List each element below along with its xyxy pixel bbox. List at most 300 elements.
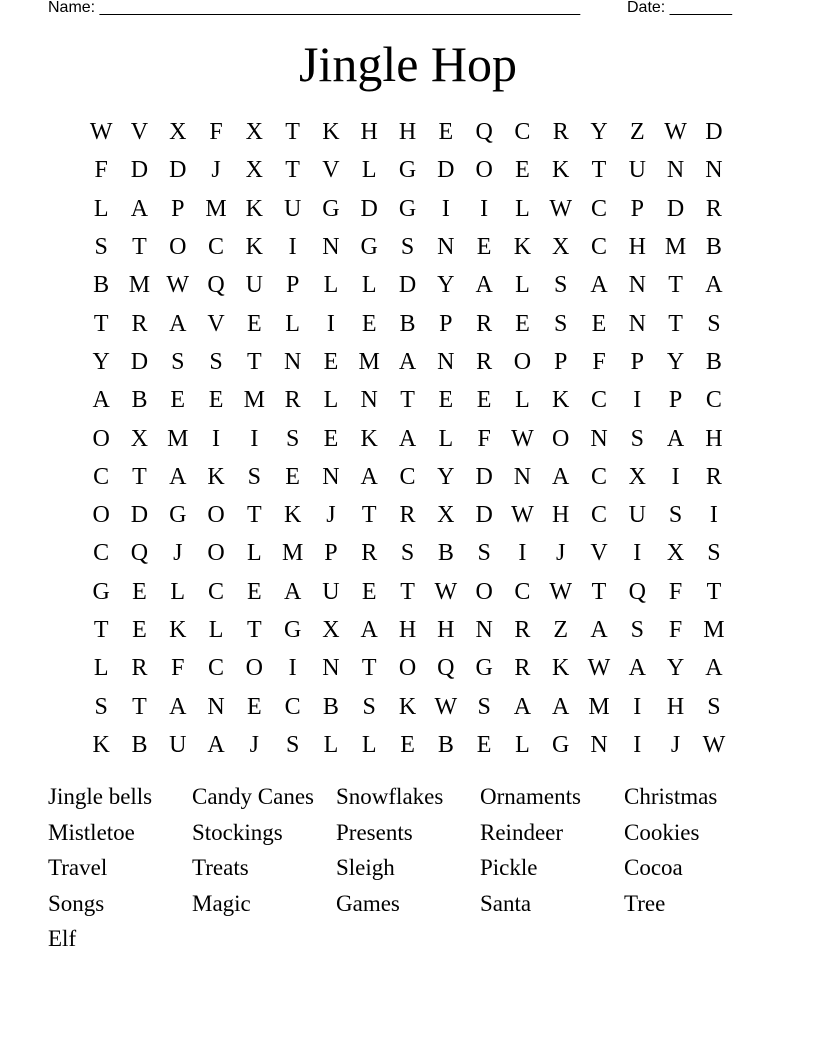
grid-letter: H — [666, 693, 685, 720]
grid-letter: A — [513, 693, 532, 720]
grid-letter: L — [247, 540, 262, 567]
grid-letter: C — [208, 234, 225, 261]
grid-letter: H — [437, 617, 455, 643]
grid-letter: R — [552, 119, 569, 146]
grid-letter: F — [668, 617, 683, 643]
grid-letter: U — [322, 578, 340, 605]
grid-letter: N — [437, 348, 455, 375]
grid-letter: J — [249, 731, 259, 758]
grid-letter: A — [552, 693, 570, 720]
grid-letter: Y — [437, 463, 455, 490]
grid-letter: E — [132, 578, 147, 605]
grid-letter: L — [323, 387, 339, 414]
grid-letter: N — [322, 655, 340, 682]
grid-letter: R — [476, 348, 493, 375]
grid-letter: L — [515, 731, 530, 758]
grid-letter: H — [398, 119, 417, 146]
grid-letter: T — [132, 693, 147, 720]
grid-letter: N — [207, 693, 225, 720]
grid-letter: X — [245, 119, 263, 146]
grid-letter: N — [322, 234, 340, 261]
grid-letter: A — [552, 463, 570, 490]
grid-letter: E — [323, 425, 339, 452]
grid-letter: S — [630, 425, 644, 452]
word-list-item: Games — [336, 890, 400, 916]
word-list-item: Candy Canes — [192, 784, 315, 809]
grid-letter: A — [475, 272, 493, 299]
grid-letter: G — [360, 234, 378, 261]
word-list-item: Elf — [48, 926, 77, 952]
grid-letter: R — [705, 195, 722, 222]
grid-letter: A — [705, 272, 723, 299]
grid-letter: W — [89, 119, 113, 146]
grid-letter: O — [513, 348, 532, 375]
grid-letter: I — [212, 425, 221, 452]
grid-letter: D — [130, 348, 149, 375]
grid-letter: M — [588, 693, 610, 720]
grid-letter: M — [167, 425, 189, 452]
grid-letter: T — [668, 310, 683, 337]
grid-letter: A — [92, 387, 110, 414]
grid-letter: Y — [92, 348, 110, 375]
grid-letter: C — [591, 387, 608, 414]
grid-letter: L — [93, 655, 109, 682]
grid-letter: O — [475, 578, 493, 605]
grid-letter: V — [322, 157, 340, 184]
grid-letter: J — [173, 540, 183, 567]
grid-letter: D — [130, 157, 149, 184]
grid-letter: V — [207, 310, 225, 337]
grid-letter: K — [245, 195, 263, 222]
grid-letter: O — [92, 502, 110, 529]
grid-letter: S — [209, 348, 223, 375]
grid-letter: X — [245, 157, 263, 184]
grid-letter: E — [323, 348, 339, 375]
grid-letter: O — [92, 425, 110, 452]
word-list — [48, 779, 768, 957]
grid-letter: A — [590, 617, 608, 643]
grid-letter: A — [360, 463, 378, 490]
grid-letter: U — [628, 157, 646, 184]
word-list-item: Treats — [192, 855, 249, 881]
grid-letter: A — [283, 578, 302, 605]
grid-letter: B — [131, 731, 148, 758]
grid-letter: M — [128, 272, 151, 299]
grid-letter: C — [514, 578, 531, 605]
grid-letter: E — [247, 693, 262, 720]
word-list-item: Magic — [192, 890, 251, 916]
grid-letter: L — [323, 731, 339, 758]
grid-letter: W — [587, 655, 611, 682]
grid-letter: X — [628, 463, 646, 490]
letter-grid — [82, 113, 733, 764]
grid-letter: T — [285, 119, 300, 146]
grid-letter: A — [169, 693, 187, 720]
grid-letter: I — [250, 425, 259, 452]
grid-letter: R — [131, 310, 148, 337]
word-list-item: Pickle — [480, 855, 538, 881]
grid-letter: N — [360, 387, 378, 414]
grid-letter: F — [94, 157, 108, 184]
grid-letter: X — [552, 234, 570, 261]
grid-letter: A — [398, 425, 417, 452]
grid-letter: E — [438, 387, 454, 414]
grid-letter: U — [283, 195, 302, 222]
grid-letter: L — [515, 387, 530, 414]
grid-letter: F — [592, 348, 606, 375]
grid-letter: J — [556, 540, 566, 567]
grid-letter: P — [630, 348, 644, 375]
grid-letter: E — [515, 157, 530, 184]
grid-letter: B — [705, 348, 722, 375]
grid-letter: G — [322, 195, 340, 222]
grid-letter: O — [207, 502, 225, 529]
grid-letter: S — [285, 731, 300, 758]
grid-letter: I — [288, 234, 297, 261]
grid-letter: K — [322, 119, 340, 146]
grid-letter: F — [477, 425, 491, 452]
grid-letter: T — [247, 502, 262, 529]
grid-letter: C — [93, 463, 110, 490]
grid-letter: E — [591, 310, 607, 337]
grid-letter: E — [515, 310, 530, 337]
grid-letter: R — [514, 655, 531, 682]
grid-letter: A — [360, 617, 378, 643]
word-list-item: Tree — [624, 890, 666, 916]
grid-letter: I — [633, 540, 642, 567]
grid-letter: H — [552, 502, 570, 529]
grid-letter: W — [434, 693, 458, 720]
grid-letter: E — [208, 387, 224, 414]
grid-letter: C — [399, 463, 416, 490]
grid-letter: Q — [130, 540, 149, 567]
grid-letter: S — [400, 540, 415, 567]
grid-letter: L — [438, 425, 454, 452]
grid-letter: U — [169, 731, 187, 758]
grid-letter: Z — [553, 617, 569, 643]
grid-letter: X — [169, 119, 187, 146]
word-list-item: Cookies — [624, 819, 700, 845]
grid-letter: X — [130, 425, 149, 452]
grid-letter: K — [552, 387, 570, 414]
name-field-label: Name: ______________________________________________________ — [48, 0, 581, 16]
grid-letter: L — [361, 731, 377, 758]
grid-letter: S — [707, 540, 721, 567]
grid-letter: Q — [628, 578, 646, 605]
grid-letter: S — [554, 310, 568, 337]
grid-letter: Y — [437, 272, 455, 299]
grid-letter: C — [591, 195, 608, 222]
grid-letter: R — [514, 617, 531, 643]
grid-letter: F — [209, 119, 223, 146]
grid-letter: S — [554, 272, 568, 299]
grid-letter: Y — [666, 655, 685, 682]
word-list-item: Reindeer — [480, 819, 564, 845]
grid-letter: W — [702, 731, 726, 758]
grid-letter: A — [628, 655, 646, 682]
grid-letter: Z — [629, 119, 645, 146]
grid-letter: T — [706, 578, 722, 605]
grid-letter: E — [400, 731, 415, 758]
grid-letter: P — [171, 195, 185, 222]
grid-letter: K — [360, 425, 378, 452]
grid-letter: L — [361, 157, 377, 184]
date-field-label: Date: _______ — [627, 0, 732, 16]
grid-letter: S — [707, 310, 721, 337]
grid-letter: D — [360, 195, 378, 222]
grid-letter: C — [284, 693, 301, 720]
grid-letter: D — [475, 502, 493, 529]
grid-letter: C — [591, 234, 608, 261]
grid-letter: N — [666, 157, 685, 184]
grid-letter: T — [591, 578, 607, 605]
grid-letter: I — [709, 502, 718, 529]
word-list-item: Travel — [48, 855, 108, 881]
grid-letter: S — [94, 693, 108, 720]
grid-letter: T — [400, 578, 415, 605]
grid-letter: A — [130, 195, 149, 222]
grid-letter: N — [705, 157, 723, 184]
grid-letter: E — [361, 310, 377, 337]
grid-letter: N — [322, 463, 340, 490]
grid-letter: Y — [666, 348, 685, 375]
grid-letter: W — [511, 425, 534, 452]
word-list-item: Christmas — [624, 784, 718, 809]
grid-letter: D — [130, 502, 149, 529]
grid-letter: S — [668, 502, 683, 529]
grid-letter: N — [283, 348, 302, 375]
grid-letter: H — [705, 425, 723, 452]
grid-letter: I — [518, 540, 527, 567]
header-line — [0, 0, 816, 20]
grid-letter: N — [628, 272, 646, 299]
grid-letter: L — [285, 310, 300, 337]
word-list-item: Presents — [336, 819, 413, 845]
grid-letter: C — [93, 540, 110, 567]
grid-letter: D — [169, 157, 187, 184]
grid-letter: W — [664, 119, 687, 146]
grid-letter: B — [437, 540, 454, 567]
grid-letter: I — [633, 387, 642, 414]
grid-letter: J — [326, 502, 336, 529]
grid-letter: I — [633, 693, 642, 720]
grid-letter: T — [132, 463, 147, 490]
grid-letter: L — [515, 195, 530, 222]
grid-letter: S — [362, 693, 376, 720]
grid-letter: A — [666, 425, 685, 452]
grid-letter: N — [513, 463, 532, 490]
grid-letter: K — [513, 234, 532, 261]
grid-letter: W — [549, 195, 573, 222]
grid-letter: R — [705, 463, 722, 490]
grid-letter: E — [132, 617, 147, 643]
grid-letter: T — [361, 502, 377, 529]
word-list-item: Sleigh — [336, 855, 395, 881]
grid-letter: V — [130, 119, 149, 146]
grid-letter: I — [288, 655, 297, 682]
grid-letter: S — [477, 693, 491, 720]
grid-letter: R — [131, 655, 148, 682]
grid-letter: K — [398, 693, 417, 720]
grid-letter: K — [552, 157, 570, 184]
grid-letter: R — [284, 387, 301, 414]
grid-letter: R — [399, 502, 416, 529]
grid-letter: B — [322, 693, 339, 720]
grid-letter: T — [361, 655, 377, 682]
grid-letter: Q — [475, 119, 493, 146]
grid-letter: T — [93, 310, 109, 337]
grid-letter: W — [549, 578, 573, 605]
grid-letter: N — [437, 234, 455, 261]
grid-letter: A — [705, 655, 723, 682]
grid-letter: K — [92, 731, 110, 758]
grid-letter: A — [398, 348, 417, 375]
grid-letter: U — [628, 502, 646, 529]
grid-letter: L — [170, 578, 186, 605]
grid-letter: T — [247, 348, 262, 375]
grid-letter: O — [169, 234, 187, 261]
grid-letter: G — [92, 578, 110, 605]
grid-letter: I — [441, 195, 450, 222]
grid-letter: S — [630, 617, 644, 643]
grid-letter: G — [169, 502, 187, 529]
grid-letter: L — [208, 617, 224, 643]
grid-letter: P — [285, 272, 300, 299]
grid-letter: X — [322, 617, 340, 643]
grid-letter: M — [281, 540, 304, 567]
grid-letter: H — [360, 119, 378, 146]
grid-letter: C — [591, 463, 608, 490]
word-list-item: Stockings — [192, 819, 283, 845]
word-list-item: Jingle bells — [48, 784, 153, 809]
grid-letter: D — [475, 463, 493, 490]
grid-letter: D — [705, 119, 723, 146]
grid-letter: W — [166, 272, 190, 299]
grid-letter: L — [515, 272, 530, 299]
grid-letter: S — [707, 693, 721, 720]
word-list-item: Santa — [480, 890, 532, 916]
grid-letter: N — [628, 310, 646, 337]
grid-letter: C — [514, 119, 531, 146]
grid-letter: K — [169, 617, 187, 643]
grid-letter: K — [552, 655, 570, 682]
grid-letter: L — [323, 272, 339, 299]
grid-letter: B — [705, 234, 722, 261]
grid-letter: G — [398, 157, 417, 184]
grid-letter: N — [475, 617, 493, 643]
grid-letter: R — [476, 310, 493, 337]
grid-letter: D — [398, 272, 417, 299]
grid-letter: G — [475, 655, 493, 682]
grid-letter: Q — [437, 655, 455, 682]
grid-letter: S — [171, 348, 185, 375]
grid-letter: E — [247, 310, 262, 337]
grid-letter: X — [437, 502, 455, 529]
grid-letter: S — [477, 540, 491, 567]
grid-letter: E — [476, 234, 492, 261]
grid-letter: N — [590, 425, 608, 452]
grid-letter: T — [668, 272, 683, 299]
grid-letter: S — [400, 234, 415, 261]
grid-letter: T — [247, 617, 262, 643]
grid-letter: I — [633, 731, 642, 758]
grid-letter: B — [131, 387, 148, 414]
grid-letter: P — [668, 387, 683, 414]
grid-letter: I — [671, 463, 680, 490]
word-list-item: Ornaments — [480, 784, 581, 809]
grid-letter: B — [437, 731, 454, 758]
grid-letter: N — [590, 731, 608, 758]
grid-letter: W — [434, 578, 458, 605]
grid-letter: G — [283, 617, 302, 643]
grid-letter: Y — [590, 119, 608, 146]
grid-letter: S — [247, 463, 262, 490]
grid-letter: B — [93, 272, 110, 299]
grid-letter: F — [668, 578, 683, 605]
grid-letter: E — [170, 387, 186, 414]
grid-letter: P — [439, 310, 453, 337]
grid-letter: G — [552, 731, 570, 758]
grid-letter: E — [476, 731, 492, 758]
grid-letter: V — [590, 540, 608, 567]
grid-letter: M — [664, 234, 687, 261]
grid-letter: K — [245, 234, 263, 261]
grid-letter: O — [475, 157, 493, 184]
grid-letter: O — [207, 540, 225, 567]
grid-letter: M — [243, 387, 265, 414]
grid-letter: K — [283, 502, 302, 529]
grid-letter: S — [285, 425, 300, 452]
grid-letter: W — [511, 502, 534, 529]
grid-letter: P — [324, 540, 338, 567]
grid-letter: B — [399, 310, 416, 337]
word-list-item: Cocoa — [624, 855, 683, 881]
grid-letter: L — [93, 195, 109, 222]
grid-letter: T — [132, 234, 147, 261]
grid-letter: C — [208, 578, 225, 605]
grid-letter: P — [630, 195, 644, 222]
grid-letter: G — [398, 195, 417, 222]
grid-letter: L — [361, 272, 377, 299]
grid-letter: E — [438, 119, 454, 146]
grid-letter: J — [670, 731, 681, 758]
page-title: Jingle Hop — [298, 36, 518, 92]
word-list-item: Mistletoe — [48, 819, 135, 845]
grid-letter: A — [207, 731, 225, 758]
grid-letter: D — [437, 157, 455, 184]
grid-letter: H — [398, 617, 417, 643]
grid-letter: C — [591, 502, 608, 529]
grid-letter: F — [171, 655, 185, 682]
grid-letter: P — [554, 348, 568, 375]
grid-letter: A — [169, 463, 187, 490]
grid-letter: T — [93, 617, 109, 643]
grid-letter: T — [285, 157, 300, 184]
grid-letter: I — [480, 195, 489, 222]
word-list-item: Snowflakes — [336, 784, 444, 809]
grid-letter: Q — [207, 272, 225, 299]
grid-letter: C — [208, 655, 225, 682]
grid-letter: O — [398, 655, 417, 682]
grid-letter: E — [361, 578, 377, 605]
grid-letter: U — [245, 272, 263, 299]
grid-letter: M — [205, 195, 227, 222]
grid-letter: A — [169, 310, 187, 337]
grid-letter: S — [94, 234, 108, 261]
grid-letter: E — [476, 387, 492, 414]
grid-letter: E — [285, 463, 300, 490]
grid-letter: M — [703, 617, 725, 643]
